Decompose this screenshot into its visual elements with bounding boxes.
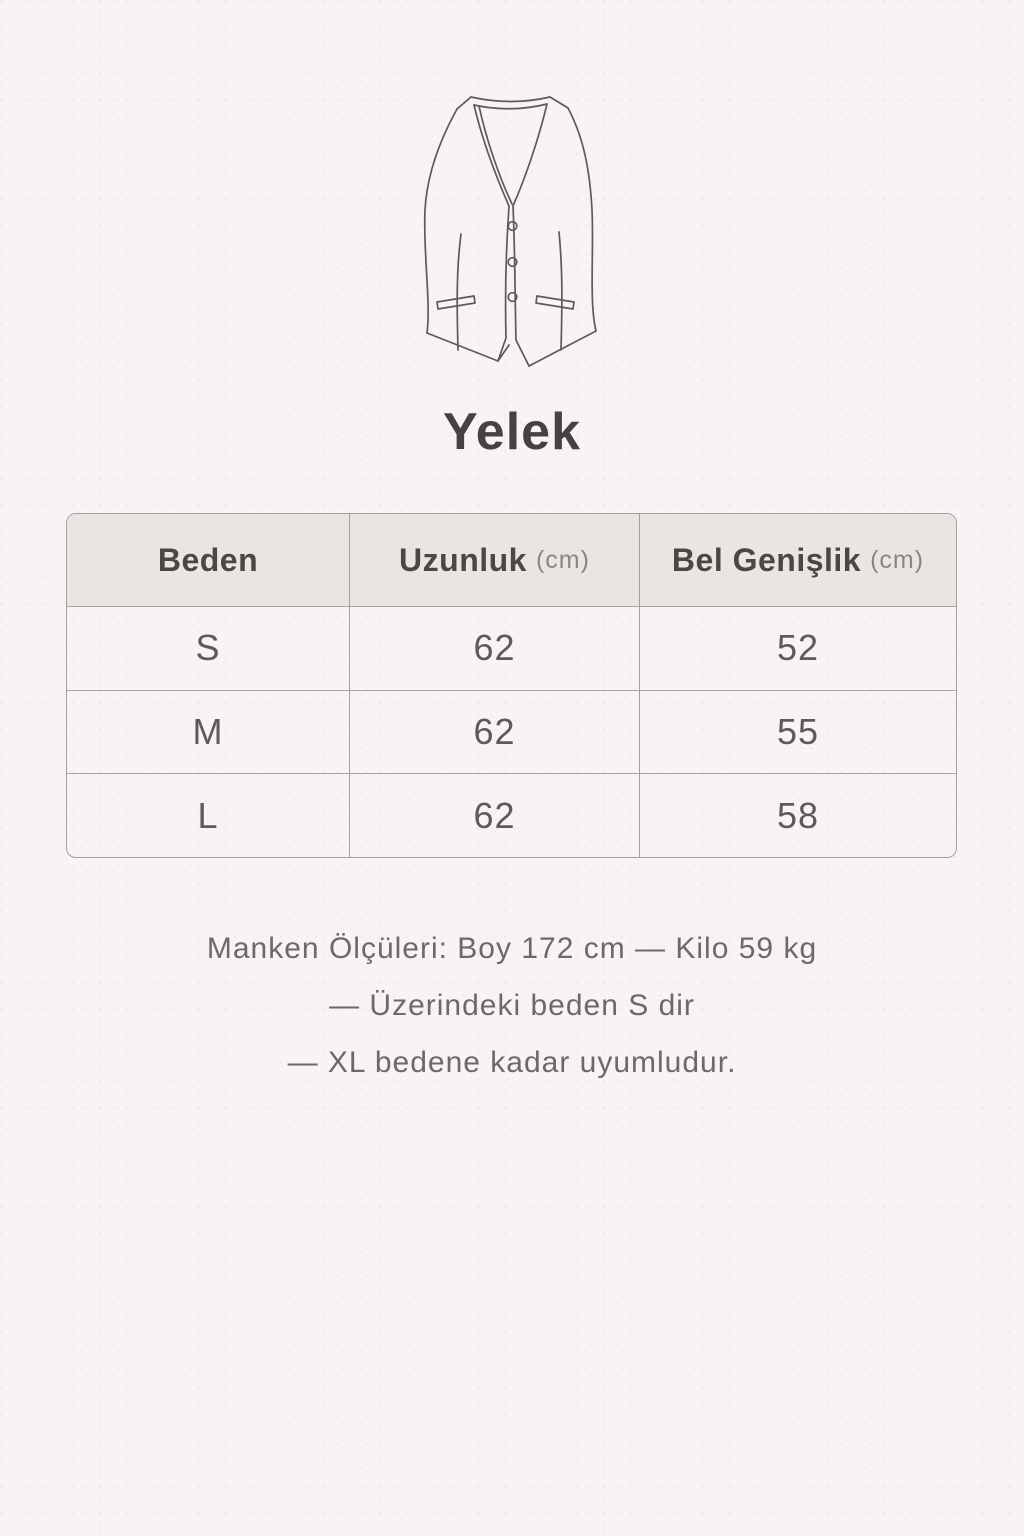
- waist-value: 52: [776, 627, 820, 669]
- vest-left-front-edge: [498, 206, 509, 361]
- length-value: 62: [473, 710, 516, 752]
- model-info-note: Manken Ölçüleri: Boy 172 cm — Kilo 59 kg: [206, 932, 818, 965]
- header-label: Bel Genişlik: [671, 541, 862, 578]
- length-value: 62: [473, 627, 516, 669]
- header-cell-waist-width: [639, 514, 956, 606]
- vest-illustration: [418, 86, 606, 382]
- table-row-s-waist-cell: [639, 606, 956, 690]
- model-measurements-notes: [0, 920, 1024, 1091]
- table-row-l-size-cell: [67, 773, 349, 857]
- waist-value: 58: [776, 794, 820, 836]
- vest-button-1: [508, 222, 517, 231]
- header-cell-length: [349, 514, 639, 606]
- vest-right-side: [568, 108, 596, 331]
- model-info-note: — Üzerindeki beden S dir: [329, 989, 695, 1022]
- table-row-m-size-cell: [67, 690, 349, 774]
- table-row-m-waist-cell: [639, 690, 956, 774]
- table-row-m-length-cell: [349, 690, 639, 774]
- size-value: S: [195, 627, 221, 669]
- vest-right-pocket: [536, 296, 574, 309]
- table-row-l-waist-cell: [639, 773, 956, 857]
- header-label: Uzunluk: [399, 541, 527, 578]
- vest-left-pocket: [437, 296, 475, 309]
- model-info-note: — XL bedene kadar uyumludur.: [287, 1046, 737, 1079]
- header-unit: (cm): [535, 545, 590, 574]
- table-row-s-length-cell: [349, 606, 639, 690]
- vest-left-hem: [427, 333, 498, 361]
- vest-collar-inner-line: [474, 104, 547, 109]
- header-unit: (cm): [870, 545, 925, 574]
- size-value: M: [192, 710, 224, 752]
- vest-left-lapel-facing: [479, 106, 512, 204]
- waist-value: 55: [776, 710, 820, 752]
- vest-left-seam: [457, 234, 461, 350]
- vest-left-shoulder: [457, 97, 471, 109]
- vest-button-2: [508, 258, 517, 267]
- vest-left-lapel: [474, 105, 509, 206]
- vest-right-shoulder: [550, 97, 568, 108]
- header-cell-size: [67, 514, 349, 606]
- size-value: L: [197, 794, 219, 836]
- vest-collar-outline: [471, 97, 550, 102]
- size-table: [66, 513, 957, 858]
- table-row-l-length-cell: [349, 773, 639, 857]
- vest-right-seam: [559, 232, 562, 350]
- length-value: 62: [473, 794, 516, 836]
- header-label: Beden: [157, 541, 259, 578]
- table-row-s-size-cell: [67, 606, 349, 690]
- page-title: Yelek: [442, 403, 582, 461]
- vest-right-hem: [529, 331, 596, 366]
- vest-right-lapel: [513, 104, 547, 206]
